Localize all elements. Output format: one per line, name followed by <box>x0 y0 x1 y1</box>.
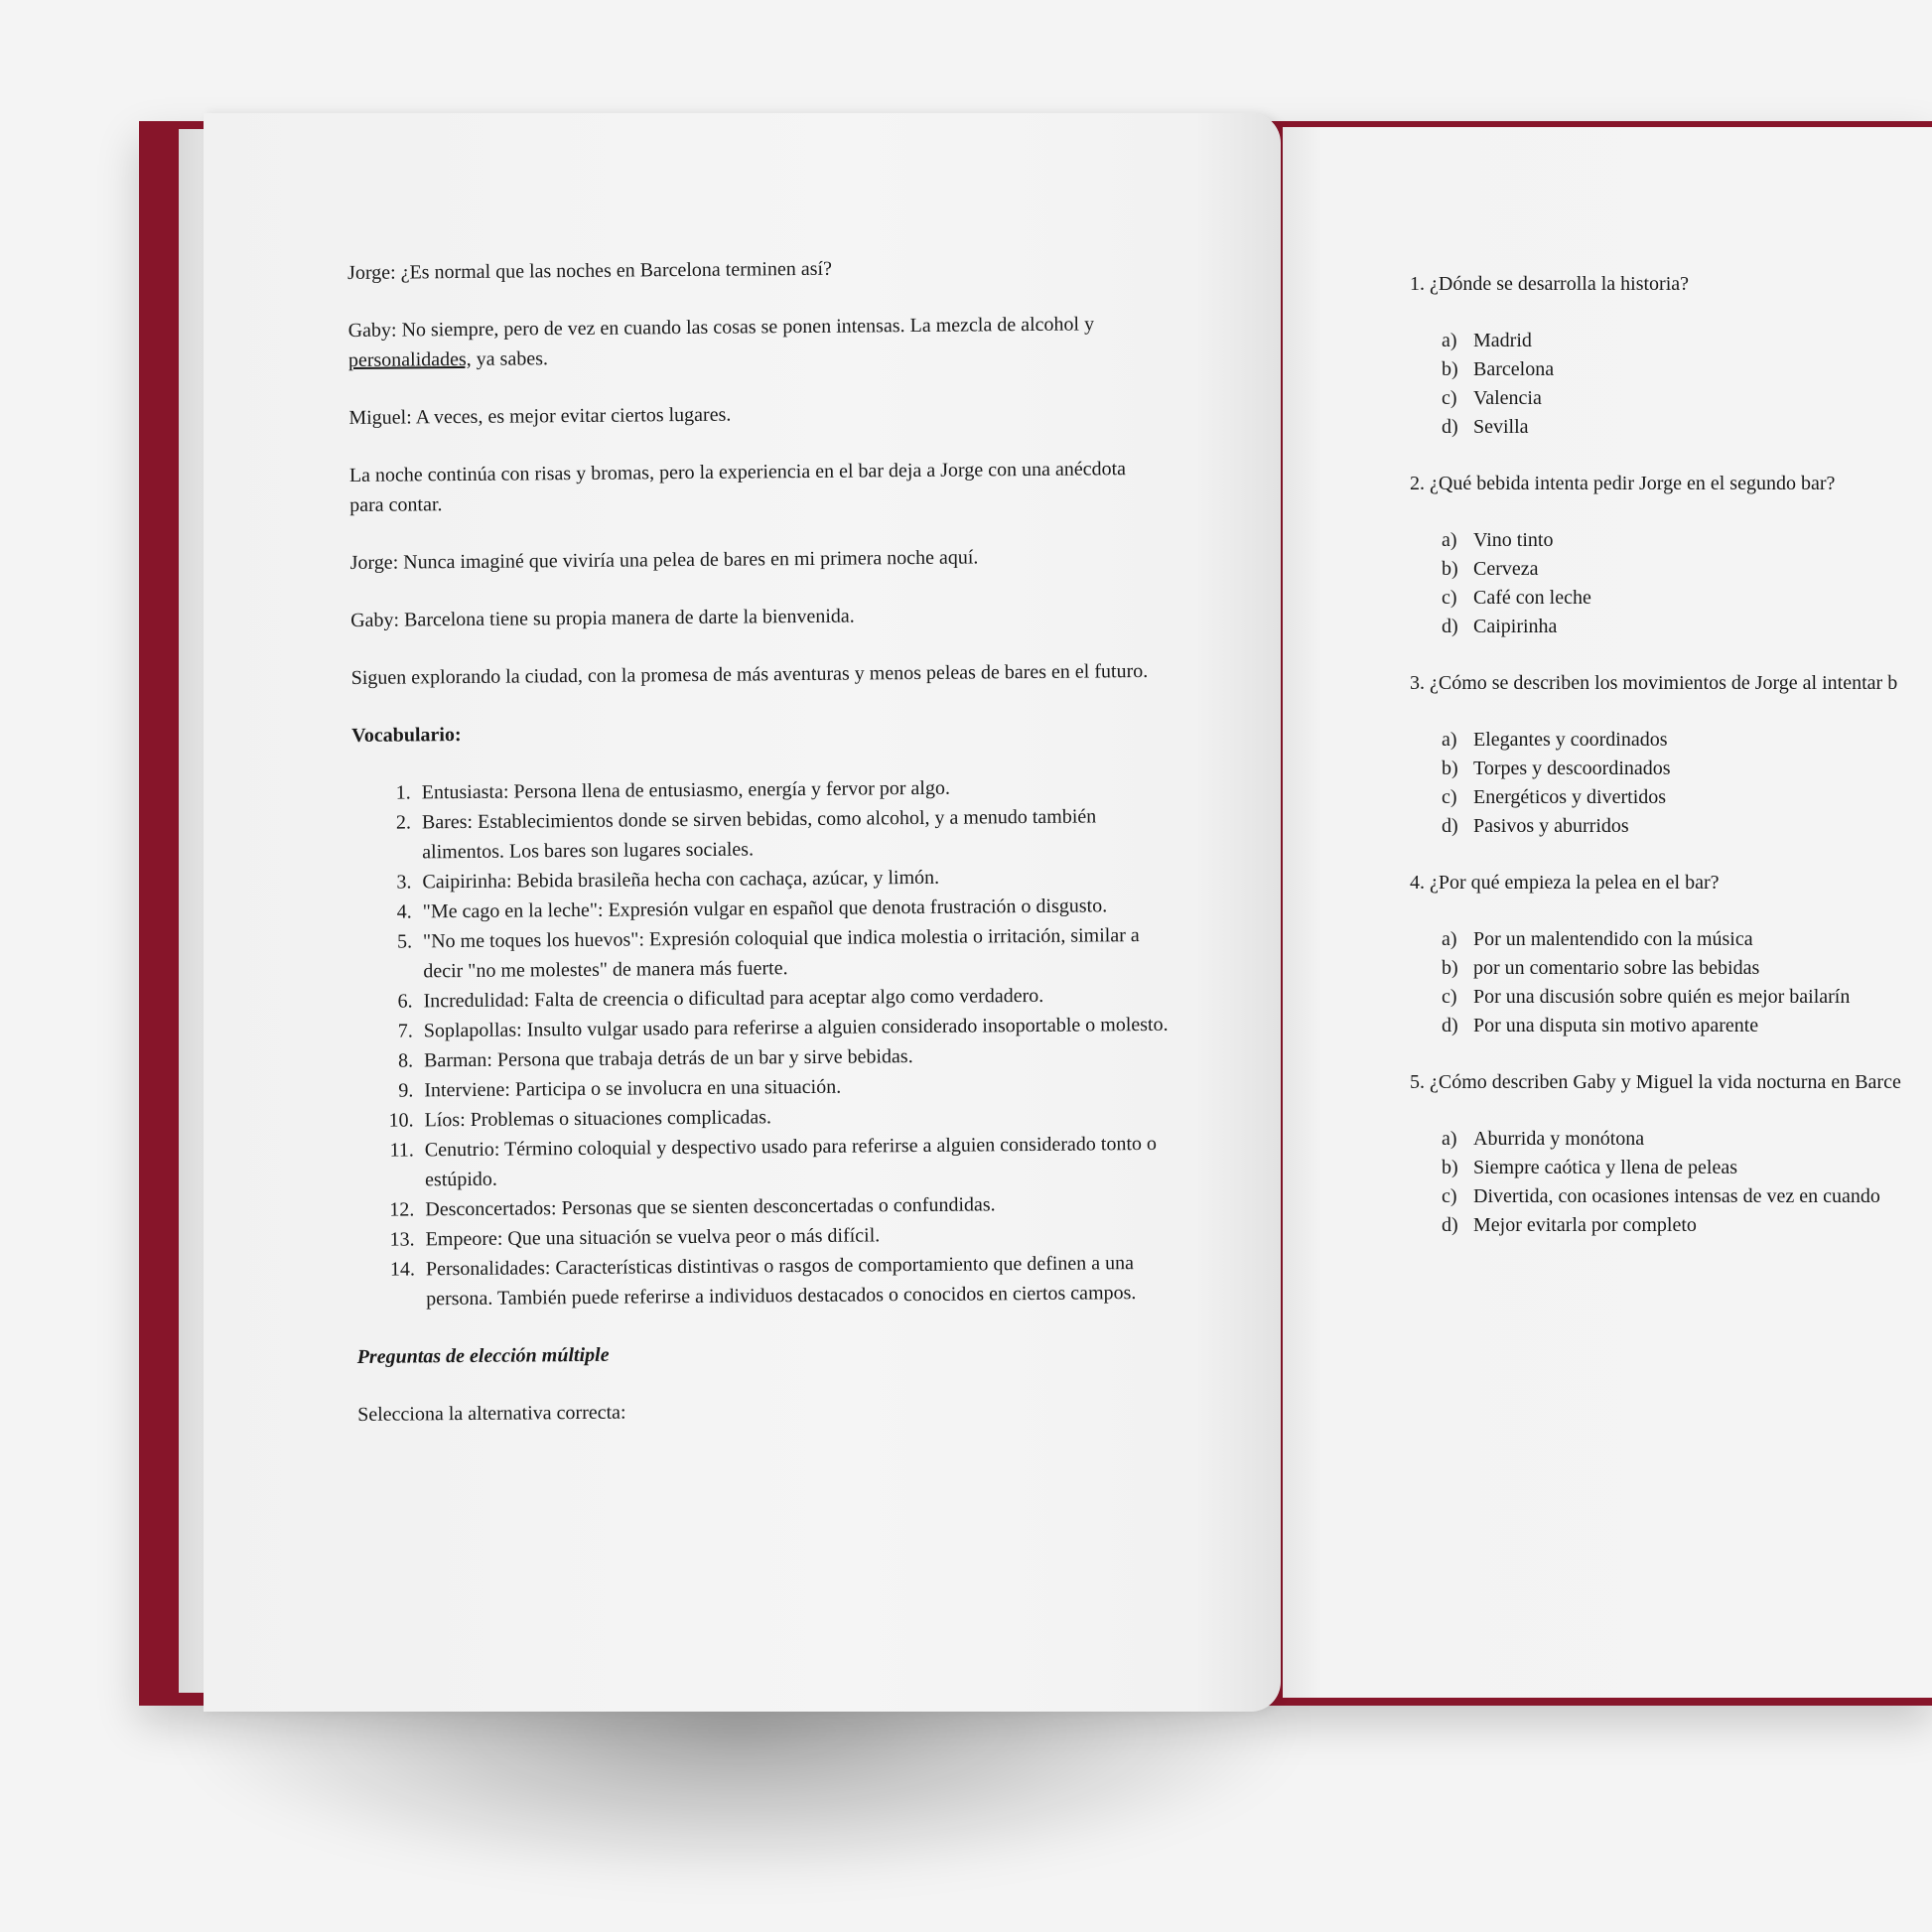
answer-option <box>1442 1154 1932 1182</box>
underlined-word: personalidades, <box>347 347 472 371</box>
option-letter: a) <box>1442 729 1457 751</box>
option-text: Por una disputa sin motivo aparente <box>1473 1015 1759 1036</box>
question-text: 4. ¿Por qué empieza la pelea en el bar? <box>1410 872 1720 894</box>
option-text: Caipirinha <box>1473 616 1558 637</box>
option-text: Barcelona <box>1473 358 1555 380</box>
option-letter: b) <box>1442 358 1458 380</box>
vocabulary-item: 14. Personalidades: Características distintivas o rasgos de comportamiento que definen a una persona. También puede referirse a individuos destacados o conocidos en ciertos campos. <box>420 1248 1171 1314</box>
option-text: Café con leche <box>1473 587 1591 609</box>
answer-option <box>1442 812 1932 841</box>
option-text: Pasivos y aburridos <box>1473 815 1629 837</box>
dialogue-line: Jorge: Nunca imaginé que viviría una pelea de bares en mi primera noche aquí. <box>349 546 979 574</box>
option-text: Aburrida y monótona <box>1473 1128 1645 1150</box>
answer-option <box>1442 413 1932 442</box>
answer-options <box>1410 726 1932 841</box>
option-text: Siempre caótica y llena de peleas <box>1473 1157 1737 1178</box>
answer-option <box>1442 1211 1932 1240</box>
question-block <box>1410 270 1932 442</box>
option-text: Torpes y descoordinados <box>1473 758 1671 779</box>
dialogue-line: Gaby: No siempre, pero de vez en cuando las cosas se ponen intensas. La mezcla de alcohol y personalidades, ya sabes. <box>347 313 1095 371</box>
option-text: Por un malentendido con la música <box>1473 928 1753 950</box>
answer-option <box>1442 384 1932 413</box>
multiple-choice-heading: Preguntas de elección múltiple <box>356 1343 610 1368</box>
option-letter: a) <box>1442 1128 1457 1150</box>
option-text: Vino tinto <box>1473 529 1554 551</box>
option-letter: a) <box>1442 529 1457 551</box>
answer-options <box>1410 1125 1932 1240</box>
answer-option <box>1442 755 1932 783</box>
dialogue-line: Miguel: A veces, es mejor evitar ciertos lugares. <box>348 403 732 429</box>
option-text: Mejor evitarla por completo <box>1473 1214 1697 1236</box>
option-letter: d) <box>1442 1214 1458 1236</box>
answer-option <box>1442 925 1932 954</box>
option-letter: c) <box>1442 1185 1457 1207</box>
option-letter: c) <box>1442 387 1457 409</box>
answer-option <box>1442 555 1932 584</box>
question-text: 1. ¿Dónde se desarrolla la historia? <box>1410 273 1690 295</box>
option-text: Sevilla <box>1473 416 1529 438</box>
answer-option <box>1442 355 1932 384</box>
vocabulary-heading: Vocabulario: <box>351 724 462 747</box>
option-letter: d) <box>1442 1015 1458 1036</box>
vocabulary-item: 8. Barman: Persona que trabaja detrás de un bar y sirve bebidas. <box>418 1039 1169 1076</box>
vocabulary-item: 1. Entusiasta: Persona llena de entusiasmo, energía y fervor por algo. <box>416 771 1167 808</box>
dialogue-line: Jorge: ¿Es normal que las noches en Barcelona terminen así? <box>347 257 833 284</box>
dialogue-line: Gaby: Barcelona tiene su propia manera de darte la bienvenida. <box>350 605 855 631</box>
narration-line: Siguen explorando la ciudad, con la promesa de más aventuras y menos peleas de bares en el futuro. <box>350 659 1149 689</box>
question-text: 3. ¿Cómo se describen los movimientos de Jorge al intentar b <box>1410 672 1898 694</box>
option-text: Divertida, con ocasiones intensas de vez en cuando <box>1473 1185 1880 1207</box>
answer-option <box>1442 983 1932 1012</box>
answer-option <box>1442 954 1932 983</box>
answer-option <box>1442 1182 1932 1211</box>
answer-option <box>1442 1012 1932 1040</box>
option-text: Madrid <box>1473 330 1532 351</box>
answer-option <box>1442 526 1932 555</box>
option-text: Energéticos y divertidos <box>1473 786 1667 808</box>
question-text: 2. ¿Qué bebida intenta pedir Jorge en el segundo bar? <box>1410 473 1836 494</box>
vocabulary-item: 2. Bares: Establecimientos donde se sirven bebidas, como alcohol, y a menudo también alimentos. Los bares son lugares sociales. <box>416 801 1167 868</box>
option-letter: b) <box>1442 1157 1458 1178</box>
answer-option <box>1442 783 1932 812</box>
question-block <box>1410 869 1932 1040</box>
option-text: Por una discusión sobre quién es mejor bailarín <box>1473 986 1851 1008</box>
vocabulary-item: 4. "Me cago en la leche": Expresión vulgar en español que denota frustración o disgusto. <box>417 891 1168 927</box>
vocabulary-item: 11. Cenutrio: Término coloquial y despectivo usado para referirse a alguien considerado tonto o estúpido. <box>419 1129 1170 1195</box>
vocabulary-item: 9. Interviene: Participa o se involucra en una situación. <box>418 1069 1169 1106</box>
vocabulary-item: 6. Incredulidad: Falta de creencia o dificultad para aceptar algo como verdadero. <box>417 980 1168 1017</box>
option-letter: c) <box>1442 786 1457 808</box>
option-text: Cerveza <box>1473 558 1539 580</box>
book-shadow <box>169 1688 1311 1886</box>
option-letter: b) <box>1442 558 1458 580</box>
vocabulary-item: 12. Desconcertados: Personas que se sienten desconcertadas o confundidas. <box>419 1188 1170 1225</box>
vocabulary-item: 5. "No me toques los huevos": Expresión coloquial que indica molestia o irritación, similar a decir "no me molestes" de manera más fuerte. <box>417 920 1168 987</box>
question-text: 5. ¿Cómo describen Gaby y Miguel la vida nocturna en Barce <box>1410 1071 1901 1093</box>
answer-option <box>1442 584 1932 613</box>
option-letter: b) <box>1442 957 1458 979</box>
narration-line: La noche continúa con risas y bromas, pero la experiencia en el bar deja a Jorge con una anécdota para contar. <box>348 458 1127 516</box>
option-letter: d) <box>1442 616 1458 637</box>
answer-option <box>1442 327 1932 355</box>
option-text: Elegantes y coordinados <box>1473 729 1668 751</box>
vocabulary-item: 10. Líos: Problemas o situaciones complicadas. <box>418 1099 1169 1136</box>
option-letter: c) <box>1442 986 1457 1008</box>
option-letter: d) <box>1442 416 1458 438</box>
answer-options <box>1410 327 1932 442</box>
option-text: Valencia <box>1473 387 1542 409</box>
question-block <box>1410 1068 1932 1240</box>
vocabulary-item: 3. Caipirinha: Bebida brasileña hecha con cachaça, azúcar, y limón. <box>416 861 1167 897</box>
answer-options <box>1410 526 1932 641</box>
instruction-text: Selecciona la alternativa correcta: <box>357 1401 626 1426</box>
option-letter: b) <box>1442 758 1458 779</box>
option-letter: c) <box>1442 587 1457 609</box>
question-block <box>1410 669 1932 841</box>
vocabulary-item: 13. Empeore: Que una situación se vuelva peor o más difícil. <box>419 1218 1170 1255</box>
answer-option <box>1442 613 1932 641</box>
answer-option <box>1442 1125 1932 1154</box>
option-letter: a) <box>1442 330 1457 351</box>
answer-options <box>1410 925 1932 1040</box>
left-page-text <box>347 251 1173 1457</box>
option-letter: d) <box>1442 815 1458 837</box>
option-text: por un comentario sobre las bebidas <box>1473 957 1760 979</box>
questions-list <box>1410 270 1932 1268</box>
vocabulary-list <box>352 771 1172 1314</box>
answer-option <box>1442 726 1932 755</box>
vocabulary-item: 7. Soplapollas: Insulto vulgar usado para referirse a alguien considerado insoportable o molesto. <box>418 1010 1169 1046</box>
option-letter: a) <box>1442 928 1457 950</box>
question-block <box>1410 470 1932 641</box>
